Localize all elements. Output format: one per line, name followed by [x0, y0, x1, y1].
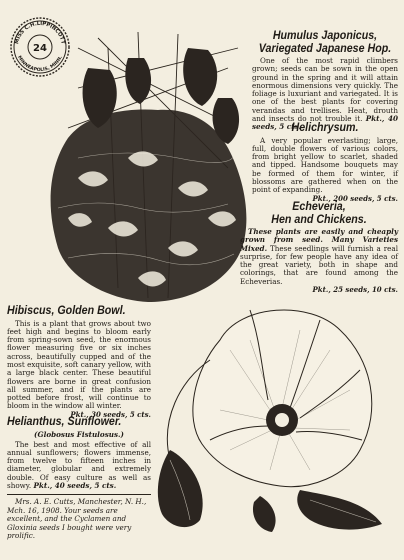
section-humulus: [252, 30, 398, 132]
stamp-bottom-text: MINNEAPOLIS, MINN.: [16, 55, 64, 74]
testimonial-text: Mrs. A. E. Cutts, Manchester, N. H., Mch. 16, 1908. Your seeds are excellent, and the Cyclamen and Gloxinia seeds I bought were very prolific.: [7, 497, 147, 540]
echeveria-lead: These plants are easily and cheaply grown from seed. Many Varieties Mixed.: [240, 227, 398, 253]
humulus-title-line2: Variegated Japanese Hop.: [258, 41, 392, 55]
section-echeveria: [240, 201, 398, 294]
hop-vine-illustration: [38, 28, 253, 306]
humulus-title-line1: Humulus Japonicus,: [272, 29, 378, 42]
helianthus-body: The best and most effective of all annual sunflowers; flowers immense, from twelve to fifteen inches in diameter, globular and extremely double. Of easy culture as well as showy.: [7, 439, 151, 490]
echeveria-title-line2: Hen and Chickens.: [271, 212, 367, 226]
helianthus-price: Pkt., 40 seeds, 5 cts.: [33, 480, 117, 490]
section-divider: [7, 494, 151, 495]
section-helichrysum: [252, 122, 398, 203]
helianthus-title: Helianthus, Sunflower.: [7, 415, 122, 428]
hibiscus-body: This is a plant that grows about two feet high and begins to bloom early from spring-sown seed, the enormous flower measuring five or six inches across, beautifully cupped and of the most exquisite, soft canary yellow, with a large black center. These beautiful flowers are borne in great confusion all summer, and if the plants are potted before frost, will continue to bloom in the window all winter.: [7, 318, 151, 411]
stamp-number: 24: [33, 43, 47, 54]
echeveria-body: These seedlings will furnish a real surprise, for few people have any idea of the great variety, both in shape and colorings, that are found among the Echeverias.: [240, 243, 398, 286]
humulus-body: One of the most rapid climbers grown; seeds can be sown in the open ground in the spring and it will attain enormous dimensions very quickly. The foliage is luxuriant and variegated. It is one of the best plants for covering verandas and trellises. Heat, drouth and insects do not trouble it.: [252, 56, 398, 124]
stamp-top-text: MISS C.H.LIPPINCOTT: [14, 20, 66, 45]
humulus-price: Pkt., 40 seeds, 5 cts.: [252, 114, 398, 132]
section-hibiscus: [7, 305, 151, 419]
helichrysum-title: Helichrysum.: [291, 121, 359, 134]
echeveria-price: Pkt., 25 seeds, 10 cts.: [312, 285, 398, 295]
helianthus-subtitle: (Globosus Fistulosus.): [34, 429, 124, 439]
helichrysum-body: A very popular everlasting; large, full, double flowers of various colors, from bright yellow to scarlet, shaded and tipped. Handsome bouquets may be formed of them for winter, if blossoms are gathered when on the point of expanding.: [252, 135, 398, 195]
section-helianthus: [7, 416, 151, 540]
helichrysum-price: Pkt., 200 seeds, 5 cts.: [312, 193, 398, 203]
hibiscus-price: Pkt., 30 seeds, 5 cts.: [70, 409, 151, 419]
hibiscus-title: Hibiscus, Golden Bowl.: [7, 304, 126, 317]
hibiscus-flower-illustration: [150, 300, 390, 534]
echeveria-title-line1: Echeveria,: [292, 200, 346, 213]
